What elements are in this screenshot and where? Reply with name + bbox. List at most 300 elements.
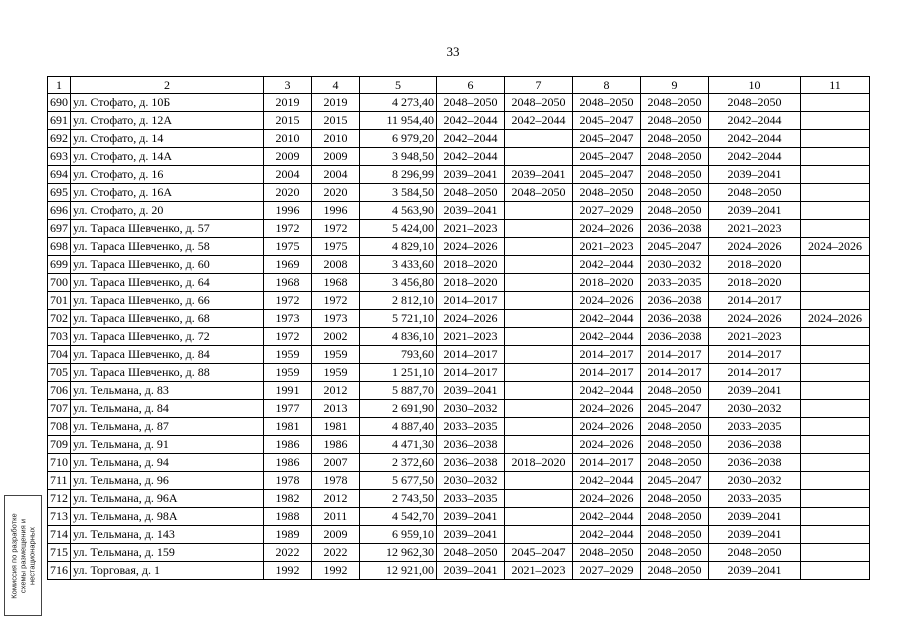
column-number-header: 9: [641, 77, 709, 94]
row-number-cell: 690: [48, 94, 71, 112]
repair-period-10-cell: 2014–2017: [709, 364, 801, 382]
area-cell: 5 721,10: [360, 310, 437, 328]
repair-period-9-cell: 2048–2050: [641, 544, 709, 562]
repair-period-10-cell: 2042–2044: [709, 148, 801, 166]
address-cell: ул. Тараса Шевченко, д. 57: [71, 220, 264, 238]
row-number-cell: 695: [48, 184, 71, 202]
build-year-cell: 1968: [264, 274, 312, 292]
repair-period-7-cell: [505, 490, 573, 508]
repair-period-6-cell: 2014–2017: [437, 364, 505, 382]
build-year-cell: 1969: [264, 256, 312, 274]
commission-year-cell: 2009: [312, 526, 360, 544]
repair-period-8-cell: 2027–2029: [573, 202, 641, 220]
row-number-cell: 707: [48, 400, 71, 418]
repair-period-7-cell: [505, 472, 573, 490]
repair-period-10-cell: 2042–2044: [709, 112, 801, 130]
repair-period-8-cell: 2042–2044: [573, 508, 641, 526]
repair-period-6-cell: 2030–2032: [437, 400, 505, 418]
repair-period-10-cell: 2018–2020: [709, 256, 801, 274]
address-cell: ул. Тараса Шевченко, д. 88: [71, 364, 264, 382]
repair-period-8-cell: 2048–2050: [573, 94, 641, 112]
address-cell: ул. Стофато, д. 20: [71, 202, 264, 220]
table-header-row: [48, 77, 870, 94]
repair-period-10-cell: 2033–2035: [709, 418, 801, 436]
table-row: [48, 346, 870, 364]
repair-period-11-cell: [801, 292, 870, 310]
address-cell: ул. Стофато, д. 16: [71, 166, 264, 184]
repair-period-10-cell: 2039–2041: [709, 202, 801, 220]
table-row: [48, 112, 870, 130]
repair-period-8-cell: 2014–2017: [573, 454, 641, 472]
address-cell: ул. Тараса Шевченко, д. 84: [71, 346, 264, 364]
address-cell: ул. Стофато, д. 14А: [71, 148, 264, 166]
repair-period-8-cell: 2045–2047: [573, 166, 641, 184]
repair-period-7-cell: 2048–2050: [505, 184, 573, 202]
repair-period-7-cell: [505, 526, 573, 544]
commission-year-cell: 1981: [312, 418, 360, 436]
stamp-line: нестационарных: [27, 526, 37, 585]
repair-period-7-cell: [505, 220, 573, 238]
repair-period-9-cell: 2030–2032: [641, 256, 709, 274]
area-cell: 6 959,10: [360, 526, 437, 544]
repair-period-8-cell: 2042–2044: [573, 328, 641, 346]
area-cell: 4 836,10: [360, 328, 437, 346]
repair-period-6-cell: 2036–2038: [437, 454, 505, 472]
area-cell: 793,60: [360, 346, 437, 364]
row-number-cell: 716: [48, 562, 71, 580]
repair-period-11-cell: [801, 130, 870, 148]
repair-period-11-cell: [801, 94, 870, 112]
repair-period-9-cell: 2048–2050: [641, 418, 709, 436]
commission-year-cell: 2020: [312, 184, 360, 202]
repair-period-10-cell: 2039–2041: [709, 166, 801, 184]
table-row: [48, 292, 870, 310]
build-year-cell: 2009: [264, 148, 312, 166]
commission-year-cell: 1959: [312, 364, 360, 382]
row-number-cell: 714: [48, 526, 71, 544]
commission-year-cell: 1996: [312, 202, 360, 220]
commission-year-cell: 1968: [312, 274, 360, 292]
build-year-cell: 1989: [264, 526, 312, 544]
row-number-cell: 715: [48, 544, 71, 562]
column-number-header: 6: [437, 77, 505, 94]
table-row: [48, 544, 870, 562]
row-number-cell: 699: [48, 256, 71, 274]
area-cell: 4 887,40: [360, 418, 437, 436]
table-row: [48, 490, 870, 508]
table-row: [48, 130, 870, 148]
table-row: [48, 328, 870, 346]
build-year-cell: 1959: [264, 346, 312, 364]
repair-period-10-cell: 2039–2041: [709, 526, 801, 544]
commission-year-cell: 1992: [312, 562, 360, 580]
repair-period-11-cell: [801, 526, 870, 544]
repair-period-7-cell: [505, 256, 573, 274]
row-number-cell: 691: [48, 112, 71, 130]
row-number-cell: 708: [48, 418, 71, 436]
row-number-cell: 692: [48, 130, 71, 148]
address-cell: ул. Тельмана, д. 84: [71, 400, 264, 418]
table-row: [48, 184, 870, 202]
table-row: [48, 166, 870, 184]
row-number-cell: 697: [48, 220, 71, 238]
area-cell: 3 433,60: [360, 256, 437, 274]
repair-period-9-cell: 2048–2050: [641, 202, 709, 220]
repair-period-9-cell: 2048–2050: [641, 148, 709, 166]
repair-period-7-cell: [505, 130, 573, 148]
repair-period-9-cell: 2045–2047: [641, 400, 709, 418]
repair-period-11-cell: [801, 112, 870, 130]
build-year-cell: 2004: [264, 166, 312, 184]
build-year-cell: 1986: [264, 454, 312, 472]
repair-period-8-cell: 2021–2023: [573, 238, 641, 256]
repair-period-11-cell: [801, 562, 870, 580]
commission-year-cell: 1978: [312, 472, 360, 490]
repair-period-11-cell: 2024–2026: [801, 310, 870, 328]
address-cell: ул. Тельмана, д. 87: [71, 418, 264, 436]
table-row: [48, 400, 870, 418]
table-row: [48, 562, 870, 580]
repair-period-11-cell: [801, 256, 870, 274]
row-number-cell: 694: [48, 166, 71, 184]
commission-year-cell: 2004: [312, 166, 360, 184]
repair-period-9-cell: 2048–2050: [641, 184, 709, 202]
area-cell: 4 471,30: [360, 436, 437, 454]
repair-period-10-cell: 2021–2023: [709, 328, 801, 346]
repair-period-6-cell: 2039–2041: [437, 508, 505, 526]
repair-period-6-cell: 2018–2020: [437, 256, 505, 274]
commission-year-cell: 1973: [312, 310, 360, 328]
area-cell: 8 296,99: [360, 166, 437, 184]
repair-period-7-cell: [505, 346, 573, 364]
repair-period-9-cell: 2048–2050: [641, 508, 709, 526]
area-cell: 4 829,10: [360, 238, 437, 256]
repair-period-9-cell: 2033–2035: [641, 274, 709, 292]
repair-period-9-cell: 2045–2047: [641, 472, 709, 490]
build-year-cell: 2015: [264, 112, 312, 130]
build-year-cell: 1959: [264, 364, 312, 382]
repair-period-6-cell: 2021–2023: [437, 220, 505, 238]
row-number-cell: 713: [48, 508, 71, 526]
build-year-cell: 1988: [264, 508, 312, 526]
address-cell: ул. Стофато, д. 14: [71, 130, 264, 148]
repair-period-11-cell: [801, 436, 870, 454]
repair-period-6-cell: 2039–2041: [437, 382, 505, 400]
repair-period-7-cell: [505, 274, 573, 292]
repair-period-6-cell: 2039–2041: [437, 202, 505, 220]
area-cell: 11 954,40: [360, 112, 437, 130]
repair-period-9-cell: 2036–2038: [641, 310, 709, 328]
repair-period-11-cell: [801, 166, 870, 184]
area-cell: 12 962,30: [360, 544, 437, 562]
repair-period-8-cell: 2024–2026: [573, 418, 641, 436]
address-cell: ул. Торговая, д. 1: [71, 562, 264, 580]
repair-period-9-cell: 2048–2050: [641, 490, 709, 508]
commission-year-cell: 2015: [312, 112, 360, 130]
column-number-header: 7: [505, 77, 573, 94]
repair-period-8-cell: 2014–2017: [573, 346, 641, 364]
row-number-cell: 701: [48, 292, 71, 310]
table-row: [48, 364, 870, 382]
commission-year-cell: 1975: [312, 238, 360, 256]
repair-period-6-cell: 2018–2020: [437, 274, 505, 292]
row-number-cell: 702: [48, 310, 71, 328]
table-row: [48, 148, 870, 166]
repair-period-11-cell: [801, 148, 870, 166]
repair-period-11-cell: [801, 364, 870, 382]
column-number-header: 5: [360, 77, 437, 94]
table-row: [48, 508, 870, 526]
repair-period-9-cell: 2048–2050: [641, 166, 709, 184]
repair-period-7-cell: [505, 292, 573, 310]
repair-period-10-cell: 2036–2038: [709, 436, 801, 454]
address-cell: ул. Тельмана, д. 83: [71, 382, 264, 400]
commission-year-cell: 2011: [312, 508, 360, 526]
repair-period-9-cell: 2048–2050: [641, 436, 709, 454]
repair-period-6-cell: 2039–2041: [437, 166, 505, 184]
commission-year-cell: 2012: [312, 382, 360, 400]
repair-period-11-cell: [801, 184, 870, 202]
commission-year-cell: 2009: [312, 148, 360, 166]
table-row: [48, 472, 870, 490]
repair-period-10-cell: 2030–2032: [709, 472, 801, 490]
repair-period-9-cell: 2048–2050: [641, 130, 709, 148]
commission-year-cell: 2012: [312, 490, 360, 508]
address-cell: ул. Тараса Шевченко, д. 68: [71, 310, 264, 328]
repair-period-7-cell: [505, 364, 573, 382]
build-year-cell: 1973: [264, 310, 312, 328]
table-row: [48, 274, 870, 292]
commission-year-cell: 2007: [312, 454, 360, 472]
area-cell: 4 542,70: [360, 508, 437, 526]
repair-period-11-cell: [801, 544, 870, 562]
build-year-cell: 2019: [264, 94, 312, 112]
table-row: [48, 436, 870, 454]
repair-period-11-cell: 2024–2026: [801, 238, 870, 256]
repair-period-6-cell: 2039–2041: [437, 526, 505, 544]
area-cell: 4 273,40: [360, 94, 437, 112]
area-cell: 3 456,80: [360, 274, 437, 292]
repair-period-7-cell: 2042–2044: [505, 112, 573, 130]
commission-year-cell: 2022: [312, 544, 360, 562]
repair-period-11-cell: [801, 346, 870, 364]
column-number-header: 1: [48, 77, 71, 94]
build-year-cell: 1981: [264, 418, 312, 436]
address-cell: ул. Стофато, д. 10Б: [71, 94, 264, 112]
address-cell: ул. Тельмана, д. 94: [71, 454, 264, 472]
repair-period-9-cell: 2045–2047: [641, 238, 709, 256]
build-year-cell: 1982: [264, 490, 312, 508]
repair-period-10-cell: 2014–2017: [709, 346, 801, 364]
repair-period-8-cell: 2045–2047: [573, 148, 641, 166]
repair-period-6-cell: 2024–2026: [437, 310, 505, 328]
area-cell: 5 677,50: [360, 472, 437, 490]
build-year-cell: 1986: [264, 436, 312, 454]
area-cell: 4 563,90: [360, 202, 437, 220]
repair-period-6-cell: 2036–2038: [437, 436, 505, 454]
area-cell: 12 921,00: [360, 562, 437, 580]
table-row: [48, 418, 870, 436]
repair-period-9-cell: 2036–2038: [641, 220, 709, 238]
repair-period-6-cell: 2048–2050: [437, 184, 505, 202]
table-row: [48, 454, 870, 472]
repair-period-11-cell: [801, 454, 870, 472]
row-number-cell: 710: [48, 454, 71, 472]
row-number-cell: 700: [48, 274, 71, 292]
repair-period-9-cell: 2048–2050: [641, 454, 709, 472]
row-number-cell: 712: [48, 490, 71, 508]
repair-period-7-cell: [505, 508, 573, 526]
repair-period-10-cell: 2039–2041: [709, 382, 801, 400]
repair-period-11-cell: [801, 382, 870, 400]
repair-period-6-cell: 2042–2044: [437, 130, 505, 148]
build-year-cell: 1975: [264, 238, 312, 256]
commission-year-cell: 1986: [312, 436, 360, 454]
repair-period-8-cell: 2042–2044: [573, 472, 641, 490]
row-number-cell: 705: [48, 364, 71, 382]
repair-period-10-cell: 2024–2026: [709, 310, 801, 328]
stamp-line: схемы размещения и: [18, 518, 28, 593]
repair-period-10-cell: 2048–2050: [709, 544, 801, 562]
build-year-cell: 1972: [264, 328, 312, 346]
repair-period-11-cell: [801, 490, 870, 508]
repair-period-6-cell: 2030–2032: [437, 472, 505, 490]
column-number-header: 3: [264, 77, 312, 94]
repair-period-10-cell: 2021–2023: [709, 220, 801, 238]
commission-year-cell: 2019: [312, 94, 360, 112]
build-year-cell: 1978: [264, 472, 312, 490]
repair-period-7-cell: [505, 310, 573, 328]
address-cell: ул. Тельмана, д. 91: [71, 436, 264, 454]
build-year-cell: 1977: [264, 400, 312, 418]
row-number-cell: 709: [48, 436, 71, 454]
repair-period-6-cell: 2021–2023: [437, 328, 505, 346]
repair-period-9-cell: 2036–2038: [641, 328, 709, 346]
repair-period-6-cell: 2048–2050: [437, 544, 505, 562]
build-year-cell: 2022: [264, 544, 312, 562]
repair-period-11-cell: [801, 418, 870, 436]
commission-year-cell: 2002: [312, 328, 360, 346]
area-cell: 2 372,60: [360, 454, 437, 472]
repair-period-7-cell: [505, 418, 573, 436]
repair-period-10-cell: 2018–2020: [709, 274, 801, 292]
address-cell: ул. Стофато, д. 16А: [71, 184, 264, 202]
build-year-cell: 2010: [264, 130, 312, 148]
address-cell: ул. Тельмана, д. 98А: [71, 508, 264, 526]
repair-period-8-cell: 2024–2026: [573, 400, 641, 418]
table-row: [48, 526, 870, 544]
row-number-cell: 711: [48, 472, 71, 490]
commission-year-cell: 2010: [312, 130, 360, 148]
repair-period-8-cell: 2042–2044: [573, 526, 641, 544]
commission-year-cell: 1959: [312, 346, 360, 364]
repair-period-7-cell: [505, 382, 573, 400]
build-year-cell: 1972: [264, 292, 312, 310]
repair-period-6-cell: 2014–2017: [437, 292, 505, 310]
repair-period-10-cell: 2042–2044: [709, 130, 801, 148]
repair-period-6-cell: 2014–2017: [437, 346, 505, 364]
repair-period-11-cell: [801, 220, 870, 238]
column-number-header: 11: [801, 77, 870, 94]
table-row: [48, 220, 870, 238]
repair-period-10-cell: 2033–2035: [709, 490, 801, 508]
column-number-header: 2: [71, 77, 264, 94]
repair-period-8-cell: 2048–2050: [573, 184, 641, 202]
repair-period-9-cell: 2048–2050: [641, 94, 709, 112]
repair-period-10-cell: 2024–2026: [709, 238, 801, 256]
repair-period-9-cell: 2036–2038: [641, 292, 709, 310]
area-cell: 5 424,00: [360, 220, 437, 238]
area-cell: 6 979,20: [360, 130, 437, 148]
repair-period-7-cell: 2039–2041: [505, 166, 573, 184]
address-cell: ул. Тараса Шевченко, д. 72: [71, 328, 264, 346]
area-cell: 3 948,50: [360, 148, 437, 166]
repair-period-7-cell: [505, 328, 573, 346]
repair-period-6-cell: 2048–2050: [437, 94, 505, 112]
repair-period-11-cell: [801, 400, 870, 418]
table-row: [48, 94, 870, 112]
repair-period-9-cell: 2048–2050: [641, 526, 709, 544]
repair-period-8-cell: 2024–2026: [573, 436, 641, 454]
repair-period-10-cell: 2014–2017: [709, 292, 801, 310]
address-cell: ул. Тельмана, д. 143: [71, 526, 264, 544]
repair-period-10-cell: 2048–2050: [709, 184, 801, 202]
repair-period-6-cell: 2042–2044: [437, 148, 505, 166]
area-cell: 3 584,50: [360, 184, 437, 202]
stamp: [4, 495, 42, 616]
repair-period-9-cell: 2048–2050: [641, 562, 709, 580]
repair-period-11-cell: [801, 328, 870, 346]
area-cell: 5 887,70: [360, 382, 437, 400]
area-cell: 2 691,90: [360, 400, 437, 418]
column-number-header: 4: [312, 77, 360, 94]
repair-period-8-cell: 2027–2029: [573, 562, 641, 580]
stamp-line: Комиссия по разработке: [9, 512, 19, 599]
row-number-cell: 706: [48, 382, 71, 400]
page-number: 33: [446, 44, 460, 59]
repair-period-7-cell: [505, 400, 573, 418]
table-row: [48, 256, 870, 274]
repair-period-8-cell: 2024–2026: [573, 490, 641, 508]
build-year-cell: 1972: [264, 220, 312, 238]
repair-period-8-cell: 2045–2047: [573, 112, 641, 130]
repair-period-7-cell: [505, 436, 573, 454]
repair-period-8-cell: 2042–2044: [573, 310, 641, 328]
repair-period-9-cell: 2048–2050: [641, 382, 709, 400]
table-row: [48, 238, 870, 256]
repair-period-8-cell: 2045–2047: [573, 130, 641, 148]
repair-period-11-cell: [801, 202, 870, 220]
address-cell: ул. Тараса Шевченко, д. 64: [71, 274, 264, 292]
commission-year-cell: 1972: [312, 220, 360, 238]
build-year-cell: 1992: [264, 562, 312, 580]
repair-period-8-cell: 2042–2044: [573, 256, 641, 274]
repair-period-7-cell: 2021–2023: [505, 562, 573, 580]
repair-period-7-cell: 2048–2050: [505, 94, 573, 112]
repair-period-8-cell: 2024–2026: [573, 292, 641, 310]
repair-schedule-table: [47, 76, 870, 580]
commission-year-cell: 2013: [312, 400, 360, 418]
repair-period-7-cell: 2045–2047: [505, 544, 573, 562]
repair-period-8-cell: 2014–2017: [573, 364, 641, 382]
repair-period-7-cell: [505, 238, 573, 256]
column-number-header: 10: [709, 77, 801, 94]
repair-period-10-cell: 2048–2050: [709, 94, 801, 112]
repair-period-6-cell: 2033–2035: [437, 490, 505, 508]
repair-period-8-cell: 2048–2050: [573, 544, 641, 562]
repair-period-7-cell: 2018–2020: [505, 454, 573, 472]
repair-period-10-cell: 2036–2038: [709, 454, 801, 472]
